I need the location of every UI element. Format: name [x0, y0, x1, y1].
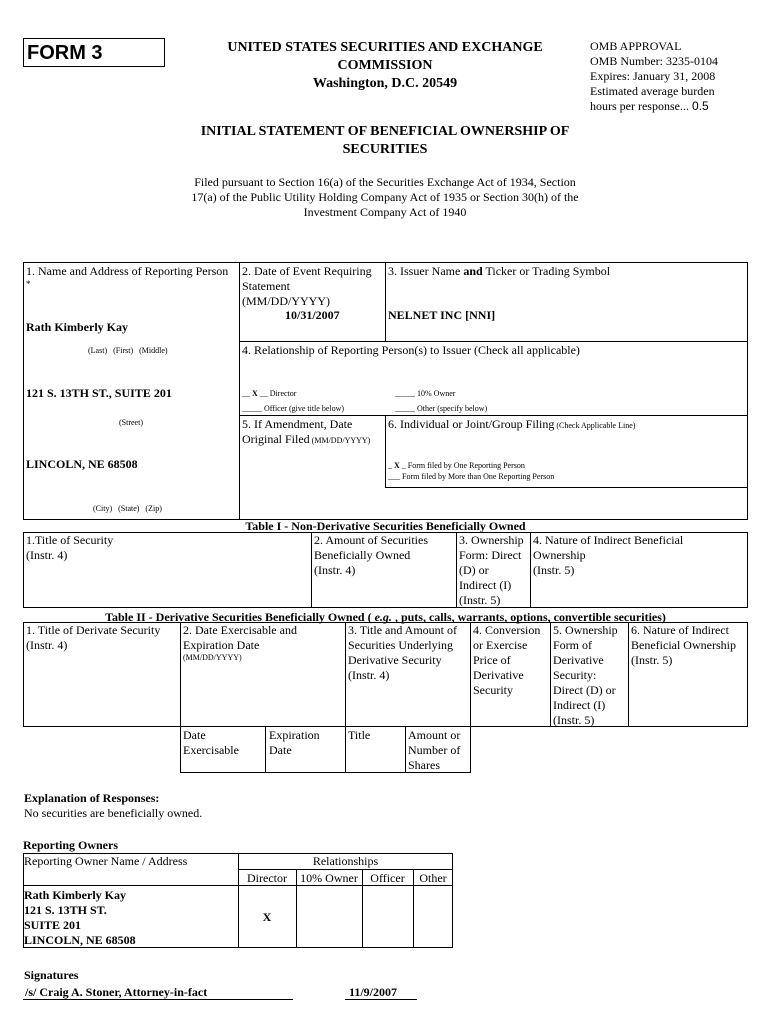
table2-col-underlying: 3. Title and Amount of Securities Underlying Derivative Security (Instr. 4) [348, 623, 458, 682]
omb-title: OMB APPROVAL [590, 39, 682, 53]
table2-divider [405, 727, 406, 773]
table2-col-ownership: 5. Ownership Form of Derivative Security: Direct (D) or Indirect (I) (Instr. 5) [553, 623, 618, 727]
grid-divider [385, 262, 386, 341]
box3-label-and: and [463, 264, 483, 278]
box1-asterisk: * [26, 279, 31, 289]
filing-one-post: _ Form filed by One Reporting Person [399, 461, 525, 470]
city-caption: (City) (State) (Zip) [93, 504, 162, 513]
omb-burden-label: hours per response... [590, 99, 689, 113]
owners-sub-officer: Officer [370, 871, 405, 885]
signature-date-line [345, 999, 417, 1000]
table2-title-pre: Table II - Derivative Securities Beneficially Owned ( [105, 610, 375, 624]
director-checkbox [242, 389, 296, 399]
agency-heading [195, 39, 575, 93]
table2-col-date-label: 2. Date Exercisable and Expiration Date [183, 623, 297, 652]
box3-label [388, 264, 610, 279]
table1-col-ownership: 3. Ownership Form: Direct (D) or Indirect (I) (Instr. 5) [459, 533, 524, 607]
box5-label-1: 5. If Amendment, Date [242, 417, 353, 431]
table2-col-date [183, 623, 297, 663]
reporting-person-city: LINCOLN, NE 68508 [26, 457, 138, 471]
explanation-text: No securities are beneficially owned. [24, 806, 203, 820]
table2-col-title: 1. Title of Derivate Security (Instr. 4) [26, 623, 161, 652]
form-title [160, 123, 610, 159]
box2-label: 2. Date of Event Requiring Statement (MM/DD/YYYY) [242, 264, 372, 308]
owners-sub-director: Director [247, 871, 287, 885]
street-caption: (Street) [119, 418, 143, 427]
grid-divider [239, 262, 240, 520]
table2-sub-title: Title [348, 728, 371, 742]
table1-col-nature: 4. Nature of Indirect Beneficial Ownership (Instr. 5) [533, 533, 684, 577]
table1-title: Table I - Non-Derivative Securities Beneficially Owned [245, 519, 526, 533]
signer-name: /s/ Craig A. Stoner, Attorney-in-fact [25, 985, 208, 999]
filed-line-2: 17(a) of the Public Utility Holding Company Act of 1935 or Section 30(h) of the [191, 190, 579, 204]
table2-col-date-format: (MM/DD/YYYY) [183, 653, 242, 662]
signatures-heading: Signatures [24, 968, 79, 982]
table1-divider [456, 532, 457, 608]
box6-label [388, 417, 635, 432]
table2-divider [550, 622, 551, 727]
grid-divider [385, 487, 748, 488]
table2-sub-amount: Amount or Number of Shares [408, 728, 461, 772]
owners-divider [238, 869, 453, 870]
table1-col-amount: 2. Amount of Securities Beneficially Owned (Instr. 4) [314, 533, 428, 577]
table2-sub-date-exercisable: Date Exercisable [183, 728, 239, 757]
event-date: 10/31/2007 [285, 308, 340, 322]
form-title-line-1: INITIAL STATEMENT OF BENEFICIAL OWNERSHIP OF [200, 124, 570, 139]
box6-label-main: 6. Individual or Joint/Group Filing [388, 417, 555, 431]
table2-divider [180, 622, 181, 773]
box1-label: 1. Name and Address of Reporting Person [26, 264, 229, 278]
table2-col-nature: 6. Nature of Indirect Beneficial Ownership (Instr. 5) [631, 623, 736, 667]
ten-percent-owner-checkbox: _____ 10% Owner [395, 389, 456, 398]
issuer-name: NELNET INC [NNI] [388, 308, 496, 322]
table2-divider [345, 622, 346, 773]
filed-line-3: Investment Company Act of 1940 [303, 205, 467, 219]
grid-divider [385, 415, 386, 487]
table1-divider [530, 532, 531, 608]
box3-label-pre: 3. Issuer Name [388, 264, 464, 278]
filed-pursuant [160, 175, 610, 220]
form-title-line-2: SECURITIES [342, 142, 428, 157]
form-label: FORM 3 [27, 42, 103, 64]
officer-checkbox: _____ Officer (give title below) [242, 404, 345, 413]
name-caption: (Last) (First) (Middle) [88, 346, 168, 355]
agency-line-2: COMMISSION [337, 58, 433, 73]
omb-approval [590, 39, 718, 114]
agency-line-3: Washington, D.C. 20549 [312, 76, 458, 91]
filed-line-1: Filed pursuant to Section 16(a) of the Securities Exchange Act of 1934, Section [194, 175, 576, 189]
table1-col-title: 1.Title of Security (Instr. 4) [26, 533, 114, 562]
box5-label [242, 417, 370, 447]
table2-divider [628, 622, 629, 727]
omb-burden-1: Estimated average burden [590, 84, 715, 98]
owners-col-name: Reporting Owner Name / Address [24, 854, 188, 868]
agency-line-1: UNITED STATES SECURITIES AND EXCHANGE [227, 40, 543, 55]
owners-heading: Reporting Owners [23, 838, 118, 852]
omb-burden-value: 0.5 [691, 99, 709, 113]
reporting-person-street: 121 S. 13TH ST., SUITE 201 [26, 386, 172, 400]
table2-divider [265, 727, 266, 773]
omb-burden-2 [590, 99, 718, 114]
box4-label: 4. Relationship of Reporting Person(s) to Issuer (Check all applicable) [242, 343, 580, 357]
director-post: __ Director [257, 389, 297, 398]
owners-sub-ten-percent: 10% Owner [300, 871, 358, 885]
owners-col-relationships: Relationships [312, 854, 379, 868]
signature-line [23, 999, 293, 1000]
table2-sub-expiration: Expiration Date [269, 728, 320, 757]
box5-label-2 [242, 432, 370, 447]
table2-divider [470, 622, 471, 773]
signature-date: 11/9/2007 [349, 985, 398, 999]
box5-label-2-main: Original Filed [242, 432, 310, 446]
owner-name-address: Rath Kimberly Kay 121 S. 13TH ST. SUITE 201 LINCOLN, NE 68508 [24, 888, 136, 947]
reporting-person-name: Rath Kimberly Kay [26, 320, 128, 334]
director-pre: __ [242, 389, 252, 398]
filing-one-mark: X [394, 461, 400, 470]
table2-col-conversion: 4. Conversion or Exercise Price of Derivative Security [473, 623, 541, 697]
table2-title-eg: e.g. [374, 610, 392, 624]
filing-one-pre: _ [388, 461, 394, 470]
box3-label-post: Ticker or Trading Symbol [482, 264, 611, 278]
grid-divider [239, 415, 748, 416]
box6-label-small: (Check Applicable Line) [554, 421, 636, 430]
grid-divider [239, 341, 748, 342]
omb-expires: Expires: January 31, 2008 [590, 69, 716, 83]
table1-divider [311, 532, 312, 608]
omb-number: OMB Number: 3235-0104 [590, 54, 718, 68]
table2-title-post: , puts, calls, warrants, options, convertible securities) [391, 610, 666, 624]
filing-multiple-persons: ___ Form filed by More than One Reporting Person [388, 472, 555, 481]
box5-label-2-small: (MM/DD/YYYY) [309, 436, 371, 445]
owners-sub-other: Other [419, 871, 447, 885]
other-checkbox: _____ Other (specify below) [395, 404, 488, 413]
explanation-heading: Explanation of Responses: [24, 791, 160, 805]
filing-one-person [388, 461, 525, 471]
director-mark: X [252, 389, 258, 398]
owner-director-mark: X [262, 910, 272, 924]
